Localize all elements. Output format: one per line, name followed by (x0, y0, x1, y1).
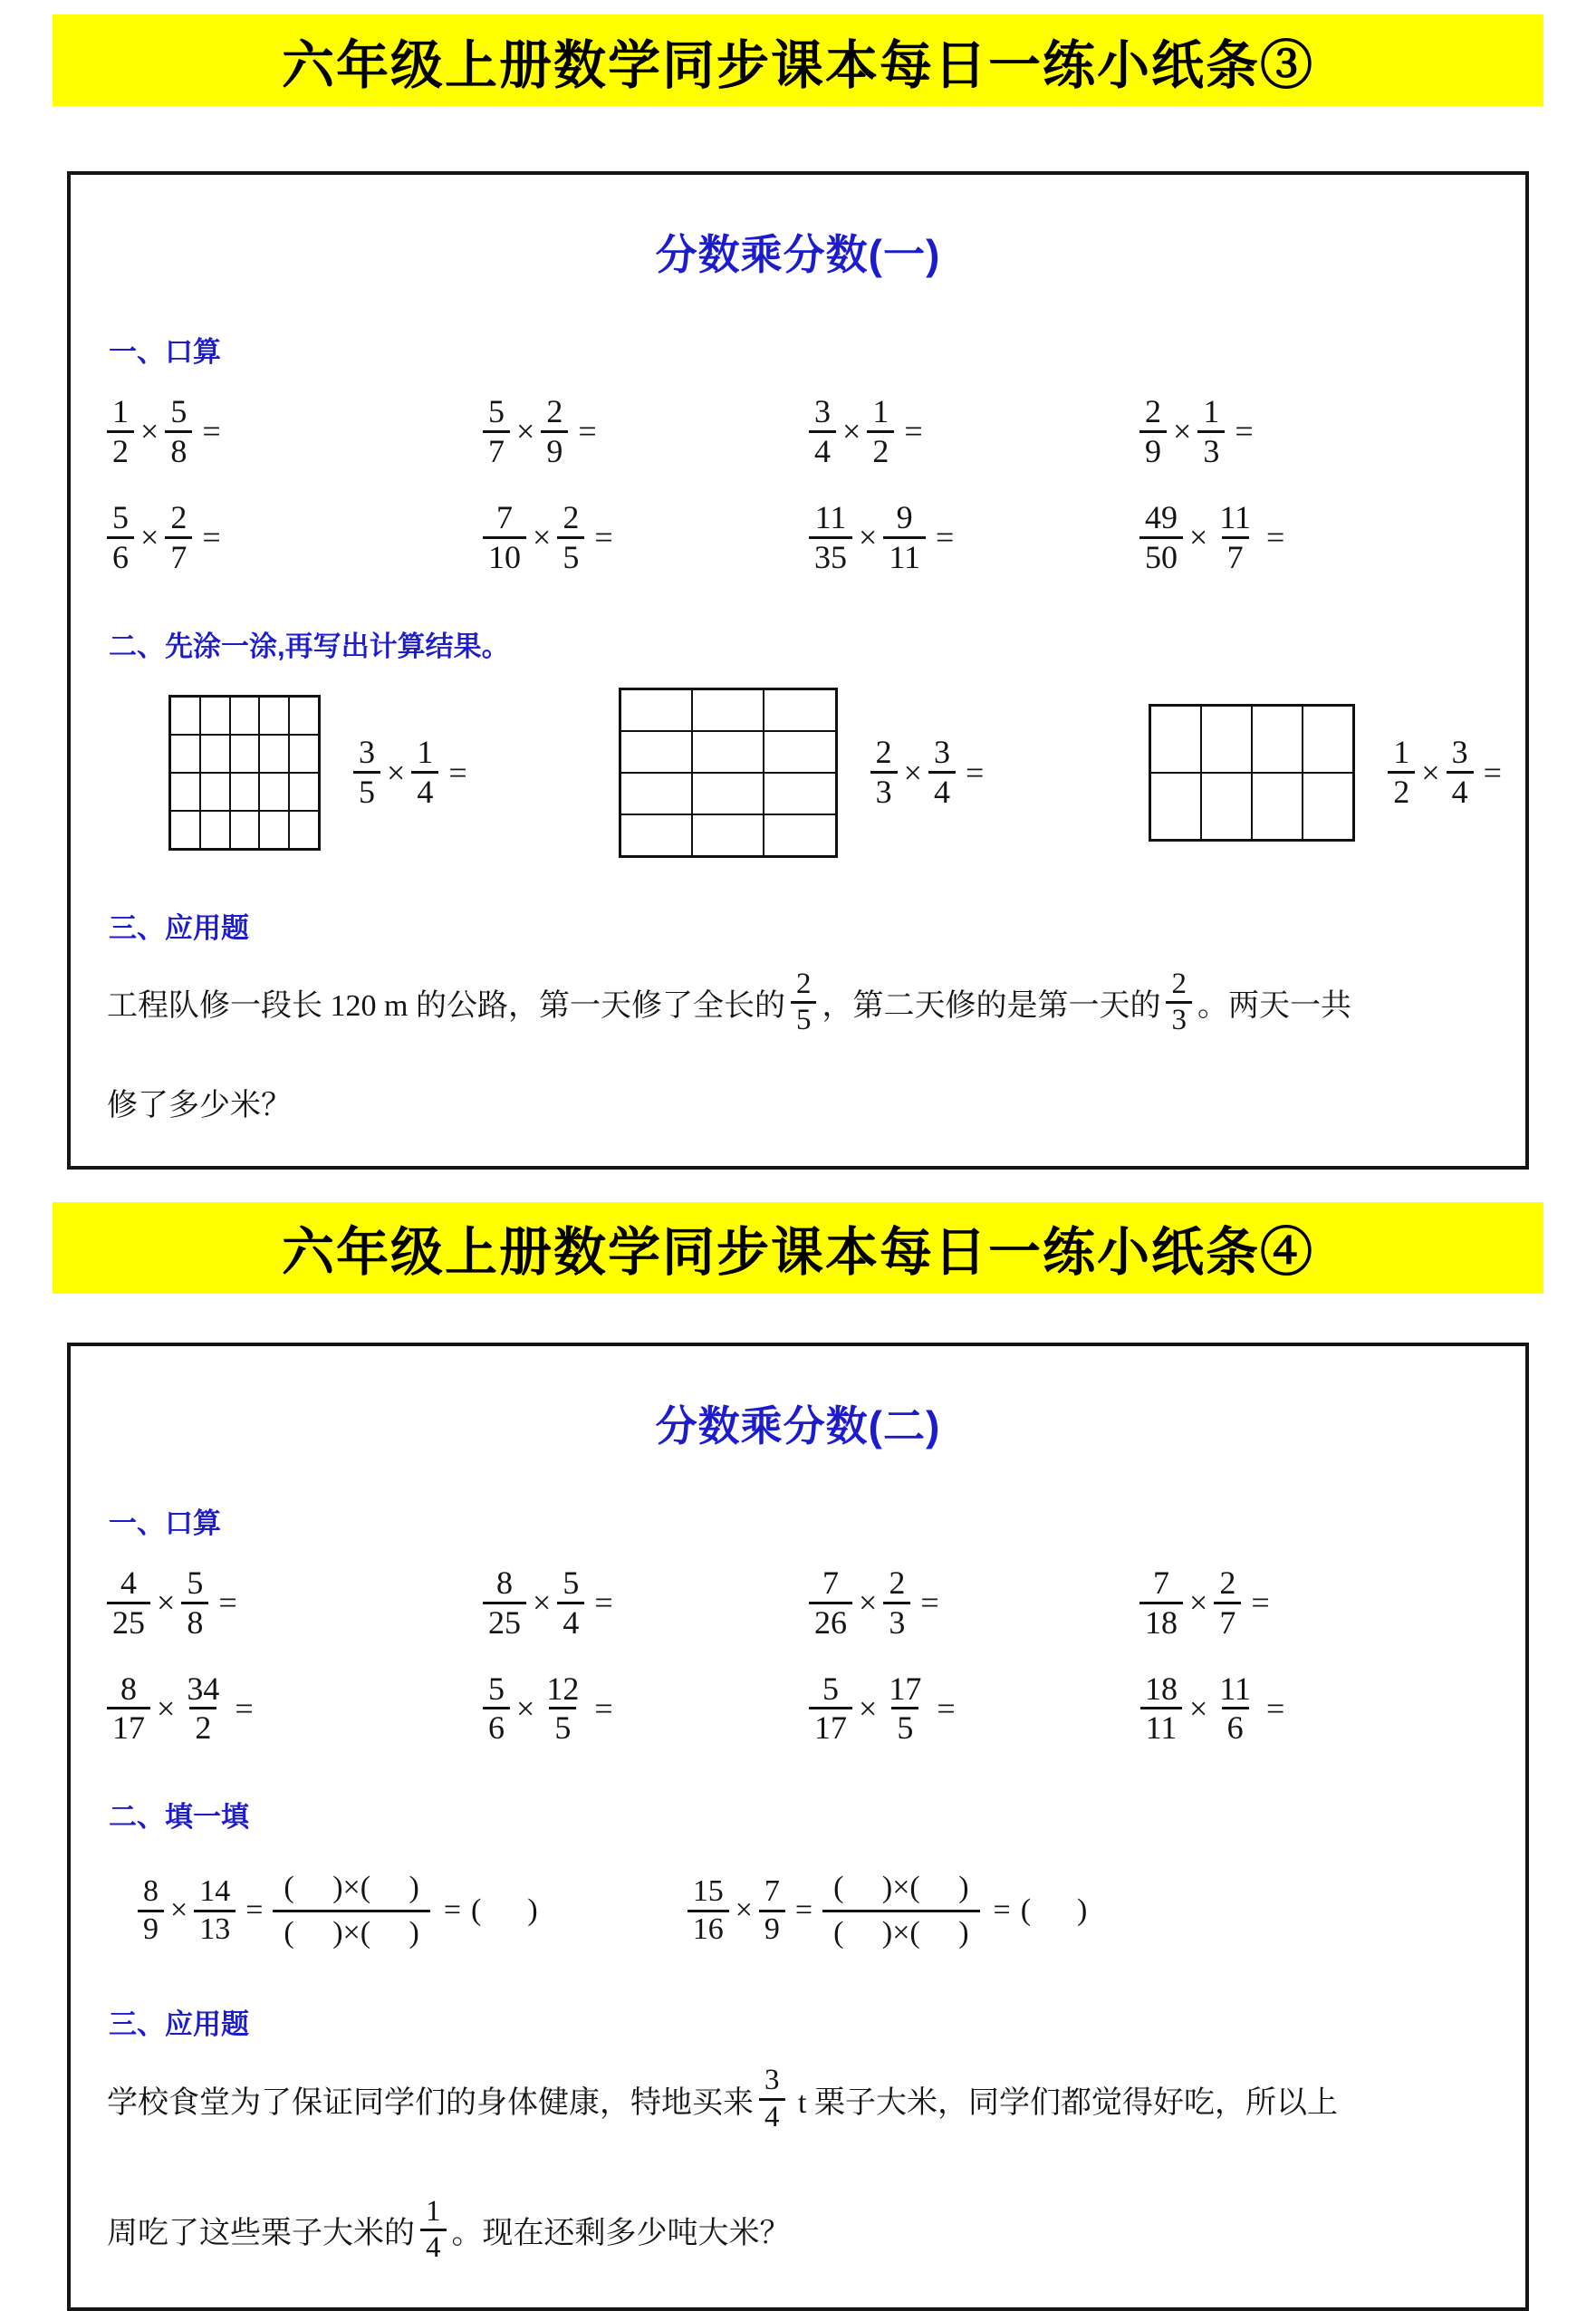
grid-cell (764, 689, 835, 731)
equals-sign: = (794, 1893, 813, 1928)
fraction-numerator: 5 (488, 393, 505, 429)
fraction (194, 1874, 236, 1947)
multiply-sign: × (859, 1690, 878, 1727)
fraction-denominator: 9 (138, 1910, 164, 1948)
equals-sign: = (1483, 754, 1502, 791)
fraction-numerator: 11 (1219, 1670, 1251, 1707)
grid-cell (230, 735, 260, 773)
equals-sign: = (993, 1893, 1011, 1928)
fraction-denominator: 17 (809, 1707, 852, 1747)
grid-cell (200, 697, 230, 735)
fraction-denominator: 4 (1447, 771, 1474, 811)
banner-1-title: 六年级上册数学同步课本每日一练小纸条③ (281, 35, 1314, 95)
grid-cell (230, 811, 260, 849)
fraction-numerator: 2 (546, 393, 563, 429)
grid-cell (1150, 706, 1201, 773)
fraction (1139, 393, 1167, 470)
fraction-numerator: 34 (187, 1670, 220, 1707)
grid-cell (764, 814, 835, 856)
fraction-numerator: 2 (795, 967, 812, 1000)
fraction-numerator: 9 (896, 498, 913, 535)
oral-problem (107, 1565, 483, 1642)
multiply-sign: × (140, 519, 159, 556)
fraction (107, 1565, 150, 1642)
fraction-denominator: 13 (194, 1910, 236, 1948)
equals-sign: = (937, 1690, 956, 1727)
fraction-numerator: 1 (1203, 393, 1220, 429)
sheet2-oral-problems (107, 1565, 1489, 1748)
fraction-denominator: 8 (181, 1602, 208, 1642)
grid-cell (764, 731, 835, 773)
grid-cell (1303, 706, 1353, 773)
grid-cell (692, 814, 764, 856)
equals-sign: = (904, 413, 923, 450)
multiply-sign: × (157, 1584, 176, 1622)
fraction (181, 1565, 208, 1642)
equals-sign: = (578, 413, 597, 450)
oral-problem (483, 499, 809, 576)
fraction-denominator: 8 (165, 430, 192, 470)
fraction (1139, 499, 1183, 576)
fraction (541, 1671, 584, 1748)
multiply-sign: × (533, 519, 552, 556)
grid-cell (620, 689, 692, 731)
fraction-denominator: 5 (891, 1707, 918, 1747)
blank-result: ( ) (1020, 1893, 1088, 1928)
sheet1-oral-heading: 一、口算 (109, 336, 221, 368)
fraction-denominator: 4 (420, 2229, 447, 2266)
grid-cell (620, 814, 692, 856)
fraction-numerator: 15 (692, 1874, 724, 1909)
fraction (107, 393, 134, 470)
equals-sign: = (1251, 1584, 1270, 1622)
equals-sign: = (965, 754, 985, 791)
paint-expression (353, 734, 474, 811)
grid-cell (1303, 773, 1353, 840)
fraction-numerator: 11 (1219, 498, 1251, 535)
paint-expression (1388, 734, 1508, 811)
fraction-denominator: 2 (867, 430, 894, 470)
multiply-sign: × (1189, 1690, 1208, 1727)
fraction-denominator: 3 (870, 771, 898, 811)
grid-cell (692, 689, 764, 731)
fraction-denominator: 4 (928, 771, 956, 811)
fraction-numerator: 2 (1145, 393, 1161, 429)
oral-problem (809, 393, 1139, 470)
oral-problem (809, 1671, 1139, 1748)
equals-sign: = (594, 1690, 613, 1727)
grid-cell (230, 773, 260, 811)
fraction-denominator: 25 (107, 1602, 150, 1642)
sheet1-word-problem (107, 968, 1489, 1124)
grid-cell (692, 731, 764, 773)
fraction-denominator: 2 (1388, 771, 1415, 811)
fraction-denominator: 5 (791, 1001, 817, 1038)
fraction-denominator: 6 (483, 1707, 510, 1747)
fraction (883, 499, 926, 576)
blank-numerator: ( )×( ) (833, 1871, 969, 1905)
fraction-denominator: 5 (549, 1707, 576, 1747)
paint-item (168, 695, 474, 851)
grid-cell (259, 773, 289, 811)
oral-problem (107, 393, 483, 470)
fraction-numerator: 12 (546, 1670, 580, 1707)
fraction (557, 1565, 584, 1642)
fraction-numerator: 3 (814, 393, 831, 429)
grid-cell (620, 731, 692, 773)
fraction (1139, 1671, 1183, 1748)
fraction-numerator: 7 (496, 498, 513, 535)
fraction-numerator: 7 (822, 1564, 839, 1601)
fraction (809, 1565, 852, 1642)
grid-cell (200, 773, 230, 811)
fraction-numerator: 3 (933, 734, 950, 771)
fraction-denominator: 3 (1166, 1001, 1192, 1038)
grid-cell (620, 773, 692, 814)
word-problem-line (107, 1080, 1489, 1124)
fraction (411, 734, 438, 811)
fraction-denominator: 5 (353, 771, 380, 811)
paint-item (1149, 704, 1508, 842)
grid-cell (259, 697, 289, 735)
banner-2 (53, 1202, 1543, 1294)
paint-item (619, 688, 991, 858)
fraction-numerator: 1 (426, 2194, 441, 2228)
equals-sign: = (235, 1690, 254, 1727)
fraction-numerator: 2 (1219, 1564, 1236, 1601)
fraction-denominator: 25 (483, 1602, 526, 1642)
multiply-sign: × (903, 754, 922, 791)
fraction-grid (619, 688, 838, 858)
fraction-denominator: 50 (1139, 536, 1183, 576)
fraction-numerator: 1 (112, 393, 129, 429)
fraction-numerator: 3 (1451, 734, 1468, 771)
fraction (867, 393, 894, 470)
fraction-numerator: 1 (872, 393, 889, 429)
fraction (181, 1671, 225, 1748)
equals-sign: = (245, 1893, 264, 1928)
grid-cell (289, 773, 319, 811)
oral-problem (809, 499, 1139, 576)
word-text: 周吃了这些栗子大米的 (107, 2217, 415, 2251)
fraction-numerator: 18 (1145, 1670, 1178, 1707)
fraction-numerator: 3 (359, 734, 375, 771)
fraction-denominator: 9 (759, 1910, 785, 1948)
banner-1 (53, 14, 1543, 106)
grid-cell (230, 697, 260, 735)
fraction-numerator: 5 (822, 1670, 839, 1707)
fraction-numerator: 3 (764, 2064, 780, 2097)
fraction-numerator: 8 (496, 1564, 513, 1601)
fraction-denominator: 7 (1222, 536, 1249, 576)
grid-cell (692, 773, 764, 814)
fraction (809, 1671, 852, 1748)
grid-cell (1252, 773, 1303, 840)
fraction-denominator: 6 (107, 536, 134, 576)
fraction-denominator: 3 (1197, 430, 1225, 470)
multiply-sign: × (1421, 754, 1440, 791)
fraction (557, 499, 584, 576)
fraction (165, 499, 192, 576)
fraction (1197, 393, 1225, 470)
multiply-sign: × (735, 1893, 753, 1928)
fraction-numerator: 2 (889, 1564, 906, 1601)
fraction (809, 393, 836, 470)
blank-result: ( ) (471, 1893, 538, 1928)
grid-cell (259, 811, 289, 849)
fraction (483, 1565, 526, 1642)
blank-fraction (273, 1867, 429, 1954)
sheet1-title: 分数乘分数(一) (655, 231, 941, 278)
sheet2-fill-problems (107, 1867, 1489, 1954)
word-text: t 栗子大米，同学们都觉得好吃，所以上 (790, 2085, 1338, 2120)
blank-denominator: ( )×( ) (273, 1910, 429, 1955)
fraction-numerator: 5 (170, 393, 187, 429)
fraction-denominator: 7 (483, 430, 510, 470)
worksheet-2 (67, 1343, 1529, 2311)
fraction (1166, 968, 1192, 1038)
fraction-numerator: 7 (1153, 1564, 1169, 1601)
fraction (759, 1874, 785, 1947)
multiply-sign: × (516, 1690, 535, 1727)
fraction-numerator: 7 (764, 1874, 780, 1909)
sheet1-word-heading: 三、应用题 (109, 911, 249, 944)
fraction (1447, 734, 1474, 811)
equals-sign: = (920, 1584, 939, 1622)
grid-cell (1252, 706, 1303, 773)
fraction-denominator: 17 (107, 1707, 150, 1747)
fraction-denominator: 26 (809, 1602, 852, 1642)
fraction (483, 393, 510, 470)
grid-cell (170, 735, 200, 773)
sheet2-fill-heading: 二、填一填 (109, 1801, 249, 1834)
fraction (809, 499, 852, 576)
fraction-denominator: 7 (1214, 1602, 1241, 1642)
fraction-denominator: 5 (557, 536, 584, 576)
fraction-denominator: 3 (883, 1602, 910, 1642)
grid-cell (1201, 773, 1252, 840)
fraction (870, 734, 898, 811)
equals-sign: = (1235, 413, 1254, 450)
multiply-sign: × (387, 754, 406, 791)
grid-cell (200, 811, 230, 849)
multiply-sign: × (170, 1893, 188, 1928)
oral-problem (1139, 393, 1489, 470)
word-text: 。两天一共 (1197, 989, 1351, 1024)
equals-sign: = (448, 754, 467, 791)
fraction (1139, 1565, 1183, 1642)
fraction-denominator: 2 (107, 430, 134, 470)
multiply-sign: × (842, 413, 861, 450)
multiply-sign: × (533, 1584, 552, 1622)
fraction-numerator: 8 (120, 1670, 137, 1707)
fraction (1388, 734, 1415, 811)
grid-cell (200, 735, 230, 773)
grid-cell (289, 697, 319, 735)
fraction-numerator: 5 (488, 1670, 505, 1707)
word-text: 。现在还剩多少吨大米？ (451, 2217, 791, 2251)
oral-problem (107, 1671, 483, 1748)
multiply-sign: × (1173, 413, 1192, 450)
fraction-denominator: 4 (557, 1602, 584, 1642)
grid-cell (764, 773, 835, 814)
fraction-denominator: 11 (883, 536, 926, 576)
worksheet-1 (67, 171, 1529, 1170)
fraction-numerator: 17 (889, 1670, 922, 1707)
fraction-grid (1149, 704, 1355, 842)
grid-cell (1201, 706, 1252, 773)
fraction-denominator: 10 (483, 536, 526, 576)
fraction-denominator: 9 (541, 430, 568, 470)
oral-problem (809, 1565, 1139, 1642)
equals-sign: = (1265, 1690, 1285, 1727)
word-text: 工程队修一段长 120 m 的公路，第一天修了全长的 (107, 989, 785, 1024)
equals-sign: = (1265, 519, 1285, 556)
fraction-numerator: 1 (1393, 734, 1410, 771)
fraction-denominator: 9 (1139, 430, 1167, 470)
fraction (165, 393, 192, 470)
fraction-numerator: 4 (120, 1564, 137, 1601)
fraction (353, 734, 380, 811)
fraction-numerator: 2 (1171, 967, 1187, 1000)
fraction-denominator: 6 (1222, 1707, 1249, 1747)
fraction-denominator: 4 (809, 430, 836, 470)
equals-sign: = (202, 413, 221, 450)
multiply-sign: × (1189, 1584, 1208, 1622)
fraction-denominator: 11 (1140, 1707, 1183, 1747)
grid-cell (170, 811, 200, 849)
grid-cell (170, 773, 200, 811)
equals-sign: = (594, 1584, 613, 1622)
word-text: ，第二天修的是第一天的 (822, 989, 1161, 1024)
grid-cell (289, 735, 319, 773)
fraction-denominator: 2 (189, 1707, 216, 1747)
oral-problem (483, 393, 809, 470)
grid-cell (1150, 773, 1201, 840)
fraction-numerator: 1 (417, 734, 434, 771)
oral-problem (1139, 499, 1489, 576)
fraction-numerator: 2 (170, 498, 187, 535)
multiply-sign: × (1189, 519, 1208, 556)
equals-sign: = (594, 519, 613, 556)
fraction-denominator: 18 (1139, 1602, 1183, 1642)
oral-problem (107, 499, 483, 576)
fraction (107, 1671, 150, 1748)
fraction-denominator: 35 (809, 536, 852, 576)
fraction (1214, 1565, 1241, 1642)
grid-cell (289, 811, 319, 849)
sheet2-oral-heading: 一、口算 (109, 1507, 221, 1539)
fraction (759, 2064, 785, 2134)
sheet1-paint-heading: 二、先涂一涂,再写出计算结果。 (109, 630, 510, 662)
fraction (1214, 1671, 1256, 1748)
fraction (483, 1671, 510, 1748)
fraction (928, 734, 956, 811)
fraction-denominator: 4 (759, 2098, 785, 2135)
word-problem-line (107, 2064, 1489, 2134)
multiply-sign: × (140, 413, 159, 450)
oral-problem (1139, 1671, 1489, 1748)
sheet2-word-problem (107, 2064, 1489, 2266)
equals-sign: = (202, 519, 221, 556)
fraction-numerator: 49 (1145, 498, 1178, 535)
multiply-sign: × (516, 413, 535, 450)
blank-fraction (822, 1867, 979, 1954)
fraction (791, 968, 817, 1038)
blank-numerator: ( )×( ) (284, 1871, 419, 1905)
oral-problem (483, 1565, 809, 1642)
fraction-numerator: 11 (814, 498, 847, 535)
banner-2-title: 六年级上册数学同步课本每日一练小纸条④ (281, 1223, 1314, 1283)
oral-problem (1139, 1565, 1489, 1642)
grid-cell (170, 697, 200, 735)
multiply-sign: × (859, 1584, 878, 1622)
fraction-numerator: 8 (143, 1874, 159, 1909)
fraction-denominator: 7 (165, 536, 192, 576)
grid-cell (259, 735, 289, 773)
fraction-denominator: 16 (687, 1910, 729, 1948)
fill-problem (687, 1867, 1088, 1954)
fraction (483, 499, 526, 576)
equals-sign: = (935, 519, 955, 556)
fraction (883, 1671, 927, 1748)
equals-sign: = (218, 1584, 237, 1622)
fill-problem (138, 1867, 538, 1954)
fraction-denominator: 4 (411, 771, 438, 811)
fraction (883, 1565, 910, 1642)
word-problem-line (107, 2195, 1489, 2266)
paint-expression (870, 734, 991, 811)
word-text: 学校食堂为了保证同学们的身体健康，特地买来 (107, 2085, 754, 2120)
fraction-numerator: 5 (562, 1564, 580, 1601)
word-text: 修了多少米？ (107, 1088, 292, 1122)
fraction-numerator: 2 (562, 498, 580, 535)
sheet1-oral-problems (107, 393, 1489, 576)
sheet1-paint-items (107, 688, 1502, 858)
fraction (1214, 499, 1256, 576)
fraction (541, 393, 568, 470)
fraction (420, 2195, 447, 2266)
oral-problem (483, 1671, 809, 1748)
fraction-numerator: 2 (875, 734, 892, 771)
fraction (107, 499, 134, 576)
equals-sign: = (443, 1893, 462, 1928)
sheet2-title: 分数乘分数(二) (655, 1401, 941, 1449)
fraction-numerator: 14 (199, 1874, 231, 1909)
fraction-numerator: 5 (112, 498, 129, 535)
multiply-sign: × (157, 1690, 176, 1727)
fraction-grid (168, 695, 321, 851)
blank-denominator: ( )×( ) (822, 1910, 979, 1955)
fraction (687, 1874, 729, 1947)
word-problem-line (107, 968, 1489, 1038)
fraction (138, 1874, 164, 1947)
fraction-numerator: 5 (187, 1564, 204, 1601)
sheet2-word-heading: 三、应用题 (109, 2008, 249, 2041)
multiply-sign: × (859, 519, 878, 556)
